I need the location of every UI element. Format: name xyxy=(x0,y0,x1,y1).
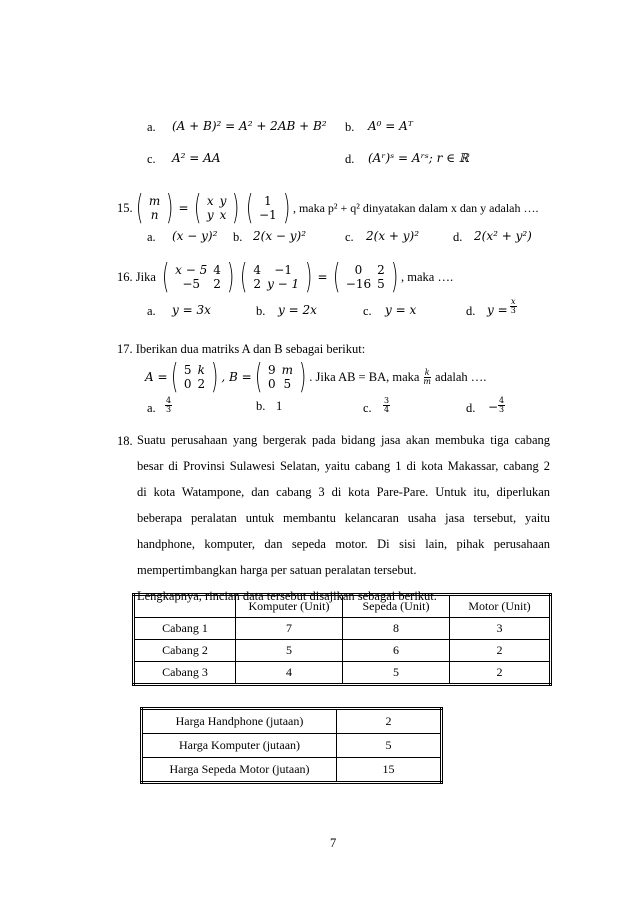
q16-matrix-3: ( 0 2 −16 5 ) xyxy=(332,257,399,297)
q15-vector: ( 1 −1 ) xyxy=(245,188,290,228)
table-row: Cabang 3 4 5 2 xyxy=(134,662,551,685)
header-sepeda: Sepeda (Unit) xyxy=(343,595,450,618)
q17-d-sign: − xyxy=(488,400,499,414)
q16-c-label: c. xyxy=(363,304,372,318)
q16-d-fraction: $\frac{x}{3}$ xyxy=(510,297,516,315)
table-row: Harga Komputer (jutaan) 5 xyxy=(142,734,442,758)
q17-text-1: . Jika AB = BA, maka xyxy=(309,369,420,384)
table-row: Harga Sepeda Motor (jutaan) 15 xyxy=(142,758,442,783)
q14-b-text: A⁰ = Aᵀ xyxy=(368,119,413,133)
q17-b-label: b. xyxy=(256,399,266,413)
q16-question-text: , maka …. xyxy=(401,269,454,284)
q17-a-fraction: $\frac{4}{3}$ xyxy=(166,396,172,414)
q15-d-label: d. xyxy=(453,230,463,244)
q15-matrix: ( x y y x ) xyxy=(193,188,240,228)
q17-fraction: $\frac{k}{m}$ xyxy=(423,367,432,386)
q15-number: 15. xyxy=(117,200,133,215)
q17-b-eq: , B = xyxy=(221,370,252,384)
q14-d-label: d. xyxy=(345,152,355,166)
q17-a-label: a. xyxy=(147,401,156,415)
q17-a-eq: A = xyxy=(145,370,168,384)
q18-table-intro: Lengkapnya, rincian data tersebut disajikan sebagai berikut. xyxy=(137,589,437,603)
q15-b-label: b. xyxy=(233,230,243,244)
q17-intro: 17. Iberikan dua matriks A dan B sebagai berikut: xyxy=(117,342,366,356)
q16-c-text: y = x xyxy=(385,303,417,317)
table-row: Harga Handphone (jutaan) 2 xyxy=(142,709,442,734)
q17-matrix-b: ( 9 m 0 5 ) xyxy=(254,357,307,397)
table-row: Cabang 2 5 6 2 xyxy=(134,640,551,662)
q17-d-fraction: $\frac{4}{3}$ xyxy=(499,396,505,414)
q16-b-label: b. xyxy=(256,304,266,318)
q15-d-text: 2(x² + y²) xyxy=(474,229,532,243)
q17-c-label: c. xyxy=(363,401,372,415)
q16-number: 16. Jika xyxy=(117,269,156,284)
q15-a-label: a. xyxy=(147,230,156,244)
q18-line: beberapa peralatan untuk membantu kelancaran usaha jasa tersebut, yaitu xyxy=(137,511,550,525)
q16-equals: = xyxy=(317,270,328,284)
page-number: 7 xyxy=(330,836,337,850)
q17-matrix-a: ( 5 k 0 2 ) xyxy=(170,357,219,397)
q16-d-label: d. xyxy=(466,304,476,318)
q18-line: di kota Watampone, dan cabang 3 di kota Pare-Pare. Untuk itu, diperlukan xyxy=(137,485,550,499)
q17-statement xyxy=(145,359,486,395)
q14-a-text: (A + B)² = A² + 2AB + B² xyxy=(172,119,327,133)
q14-c-text: A² = AA xyxy=(172,151,221,165)
q15-question-text: , maka p² + q² dinyatakan dalam x dan y adalah …. xyxy=(292,200,539,215)
q14-b-label: b. xyxy=(345,120,355,134)
q18-line: besar di Provinsi Sulawesi Selatan, yaitu cabang 1 di kota Makassar, cabang 2 xyxy=(137,459,550,473)
q17-b-text: 1 xyxy=(276,399,283,413)
q16-a-label: a. xyxy=(147,304,156,318)
q18-paragraph xyxy=(137,427,550,609)
q16-a-text: y = 3x xyxy=(172,303,211,317)
header-komputer: Komputer (Unit) xyxy=(236,595,343,618)
q18-line: Suatu perusahaan yang bergerak pada bidang jasa akan membuka tiga cabang xyxy=(137,433,550,447)
q17-text-2: adalah …. xyxy=(435,369,487,384)
q16-matrix-1: ( x − 5 4 −5 2 ) xyxy=(161,257,235,297)
q18-line: mempertimbangkan harga per satuan peralatan tersebut. xyxy=(137,563,417,577)
q15-b-text: 2(x − y)² xyxy=(253,229,307,243)
q14-c-label: c. xyxy=(147,152,156,166)
q17-d-label: d. xyxy=(466,401,476,415)
units-table xyxy=(132,593,552,686)
q16-d-text: y = xyxy=(487,303,508,317)
header-motor: Motor (Unit) xyxy=(450,595,551,618)
q14-a-label: a. xyxy=(147,120,156,134)
q14-d-text: (Aʳ)ˢ = Aʳˢ; r ∈ ℝ xyxy=(368,151,469,165)
q15-statement xyxy=(117,190,539,226)
q16-statement xyxy=(117,259,453,295)
q15-a-text: (x − y)² xyxy=(172,229,218,243)
q15-equals: = xyxy=(178,201,189,215)
table-row: Cabang 1 7 8 3 xyxy=(134,618,551,640)
table-header-row xyxy=(134,595,551,618)
q16-b-text: y = 2x xyxy=(278,303,317,317)
q15-c-text: 2(x + y)² xyxy=(366,229,420,243)
prices-table xyxy=(140,707,443,784)
q17-c-fraction: $\frac{3}{4}$ xyxy=(384,396,390,414)
q15-lhs-vector: ( m n ) xyxy=(135,188,174,228)
q16-matrix-2: ( 4 −1 2 y − 1 ) xyxy=(240,257,313,297)
q15-c-label: c. xyxy=(345,230,354,244)
q18-line: handphone, komputer, dan sepeda motor. Di sisi lain, pihak perusahaan xyxy=(137,537,550,551)
q18-number: 18. xyxy=(117,434,133,448)
